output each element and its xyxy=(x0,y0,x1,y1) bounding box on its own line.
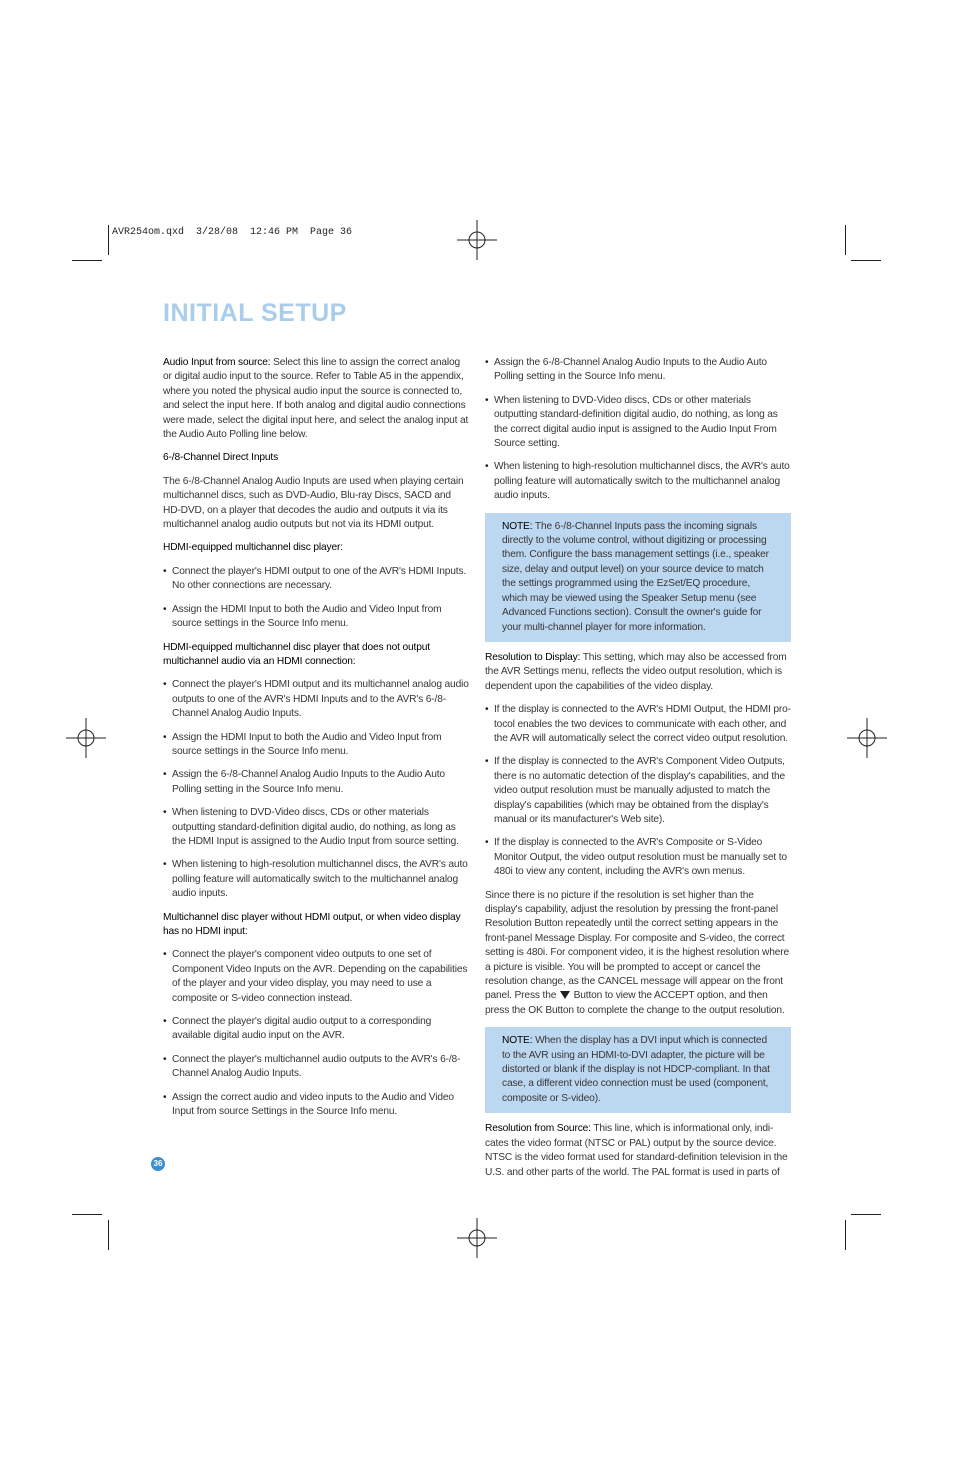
list-item: • Connect the player's HDMI output to one of the AVR's HDMI Inputs. No other connections are necessary. xyxy=(163,565,469,594)
resolution-display-lead: Resolution to Display: xyxy=(485,651,581,663)
crop-mark xyxy=(108,225,109,255)
list-item: • If the display is connected to the AVR's Composite or S-Video Monitor Output, the video output resolution must be manually set to 480i to view any content, including the AVR's own menus. xyxy=(485,836,791,879)
list-item: • Assign the HDMI Input to both the Audio and Video Input from source settings in the Source Info menu. xyxy=(163,731,469,760)
down-triangle-icon xyxy=(560,991,570,999)
note-body: When the display has a DVI input which is connected to the AVR using an HDMI-to-DVI adapter, the picture will be distorted or blank if the display is not HDCP-compliant. In that case, a different video connection must be used (component, composite or S-video). xyxy=(502,1035,770,1104)
audio-input-lead: Audio Input from source: xyxy=(163,357,271,368)
resolution-source-text: This line, which is informational only, indi-cates the video format (NTSC or PAL) output by the source device. NTSC is the video format used for standard-definition television in the U.S. and other parts of the world. The PAL format is used in parts of xyxy=(485,1123,788,1178)
list-item: • Connect the player's component video outputs to one set of Component Video Inputs on the AVR. Depending on the capabilities of the player and your video display, you may need to use a composite or S-video connection instead. xyxy=(163,948,469,1006)
list-item: • Assign the 6-/8-Channel Analog Audio Inputs to the Audio Auto Polling setting in the Source Info menu. xyxy=(485,356,791,385)
resolution-adjust-paragraph xyxy=(485,889,791,1019)
list-item: • Connect the player's multichannel audio outputs to the AVR's 6-/8-Channel Analog Audio Inputs. xyxy=(163,1053,469,1082)
direct-inputs-heading: 6-/8-Channel Direct Inputs xyxy=(163,452,279,464)
crop-mark xyxy=(72,1214,102,1215)
note-lead: NOTE: xyxy=(502,1035,533,1047)
resolution-adjust-text-b: Button to view the ACCEPT option, and then press the OK Button to complete the change to the output resolution. xyxy=(485,990,785,1016)
list-item: • When listening to high-resolution multichannel discs, the AVR's auto polling feature will automatically switch to the multichannel analog audio inputs. xyxy=(485,460,791,503)
hdmi-player-heading: HDMI-equipped multichannel disc player: xyxy=(163,542,343,554)
list-item: • Assign the 6-/8-Channel Analog Audio Inputs to the Audio Auto Polling setting in the Source Info menu. xyxy=(163,768,469,797)
audio-input-paragraph xyxy=(163,356,469,442)
list-item: • If the display is connected to the AVR's Component Video Outputs, there is no automatic detection of the display's capabilities, and the video output resolution must be manually adjusted to match the display's capabilities (which may be obtained from the display's manual or its manufacturer's Web site). xyxy=(485,755,791,827)
registration-mark-icon xyxy=(847,718,887,758)
list-item: • Assign the HDMI Input to both the Audio and Video Input from source settings in the Source Info menu. xyxy=(163,603,469,632)
direct-inputs-text: The 6-/8-Channel Analog Audio Inputs are used when playing certain multichannel discs, such as DVD-Audio, Blu-ray Discs, SACD and HD-DVD, on a player that decodes the audio and outputs it via its multichannel analog audio outputs but not via its HDMI output. xyxy=(163,475,464,531)
crop-mark xyxy=(851,260,881,261)
resolution-display-paragraph xyxy=(485,651,791,694)
no-hdmi-heading: Multichannel disc player without HDMI output, or when video display has no HDMI input: xyxy=(163,911,461,937)
resolution-display-text: This setting, which may also be accessed from the AVR Settings menu, reflects the video output resolution, which is dependent upon the capabilities of the video display. xyxy=(485,651,787,692)
left-column xyxy=(163,356,469,1128)
list-item: • Connect the player's HDMI output and its multichannel analog audio outputs to one of the AVR's HDMI Inputs and to the AVR's 6-/8-Channel Analog Audio Inputs. xyxy=(163,678,469,721)
resolution-adjust-text-a: Since there is no picture if the resolution is set higher than the display's capability, adjust the resolution by pressing the front-panel Resolution Button repeatedly until the correct setting appears in the front-panel Message Display. For composite and S-video, the correct setting is 480i. For component video, it is the highest resolution where a picture is visible. You will be prompted to accept or cancel the resolution change, as the CANCEL message will appear on the front panel. Press the xyxy=(485,889,790,1002)
resolution-source-paragraph xyxy=(485,1122,791,1180)
list-item: • When listening to DVD-Video discs, CDs or other materials outputting standard-definition digital audio, do nothing, as long as the HDMI Input is assigned to the Audio Input from source setting. xyxy=(163,806,469,849)
resolution-source-lead: Resolution from Source: xyxy=(485,1123,591,1135)
list-item: • Assign the correct audio and video inputs to the Audio and Video Input from source Settings in the Source Info menu. xyxy=(163,1091,469,1120)
crop-mark xyxy=(845,1220,846,1250)
audio-input-text: Select this line to assign the correct analog or digital audio input to the source. Refer to Table A5 in the appendix, where you noted the physical audio input the source is connected to, and select the input here. If both analog and digital audio connections were made, select the digital input here, and select the analog input at the Audio Auto Polling line below. xyxy=(163,357,469,441)
crop-mark xyxy=(72,260,102,261)
note-lead: NOTE: xyxy=(502,520,533,532)
crop-mark xyxy=(851,1214,881,1215)
registration-mark-icon xyxy=(457,1218,497,1258)
registration-mark-icon xyxy=(457,220,497,260)
page-number-badge: 36 xyxy=(151,1157,165,1171)
hdmi-no-multichannel-heading: HDMI-equipped multichannel disc player that does not output multichannel audio via an HDMI connection: xyxy=(163,641,430,667)
crop-mark xyxy=(845,225,846,255)
note-body: The 6-/8-Channel Inputs pass the incoming signals directly to the volume control, without digitizing or processing them. Configure the bass management settings (i.e., speaker size, delay and output level) on your source device to match the settings programmed using the EzSet/EQ procedure, which may be viewed using the Speaker Setup menu (see Advanced Functions section). Consult the owner's guide for your multi-channel player for more information. xyxy=(502,520,769,633)
right-column xyxy=(485,356,791,1189)
note-text xyxy=(502,1034,775,1106)
list-item: • When listening to high-resolution multichannel discs, the AVR's auto polling feature will automatically switch to the multichannel analog audio inputs. xyxy=(163,858,469,901)
list-item: • If the display is connected to the AVR's HDMI Output, the HDMI pro-tocol enables the two devices to communicate with each other, and the AVR will automatically select the correct video output resolution. xyxy=(485,703,791,746)
page-title: INITIAL SETUP xyxy=(163,299,347,327)
list-item: • When listening to DVD-Video discs, CDs or other materials outputting standard-definition digital audio, do nothing, as long as the correct digital audio input is assigned to the Audio Input From Source setting. xyxy=(485,394,791,452)
registration-mark-icon xyxy=(66,718,106,758)
printer-slug: AVR254om.qxd 3/28/08 12:46 PM Page 36 xyxy=(112,227,353,238)
note-box xyxy=(485,513,791,642)
crop-mark xyxy=(108,1220,109,1250)
note-text xyxy=(502,520,775,635)
list-item: • Connect the player's digital audio output to a corresponding available digital audio input on the AVR. xyxy=(163,1015,469,1044)
note-box xyxy=(485,1027,791,1113)
